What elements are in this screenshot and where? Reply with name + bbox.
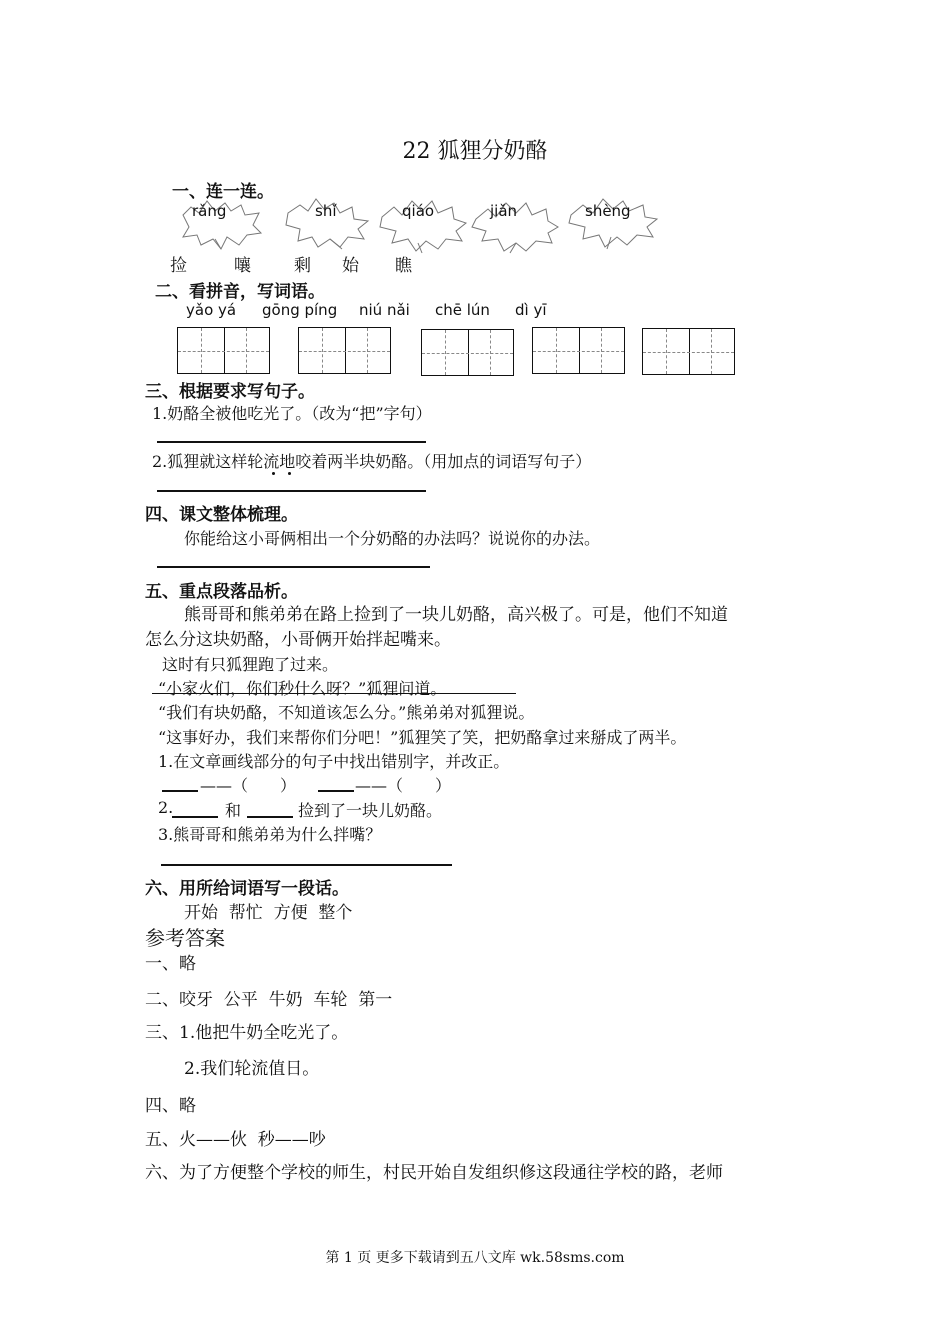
s5-question-2-prefix: 2. (158, 798, 174, 817)
answer-3-2: 2.我们轮流值日。 (184, 1059, 320, 1079)
answer-4: 四、略 (145, 1096, 196, 1116)
pinyin-word: dì yī (515, 301, 547, 319)
answer-1: 一、略 (145, 954, 196, 974)
passage-line: 这时有只狐狸跑了过来。 (162, 655, 339, 674)
writing-grid[interactable] (298, 327, 391, 374)
answer-line[interactable] (161, 864, 452, 866)
char-item: 剩 (294, 256, 311, 276)
section1-heading: 一、连一连。 (172, 182, 274, 202)
answer-line[interactable] (157, 441, 426, 443)
page-title: 22 狐狸分奶酪 (402, 139, 548, 164)
answer-5: 五、火——伙 秒——吵 (145, 1130, 326, 1150)
section4-heading: 四、课文整体梳理。 (145, 505, 298, 525)
pinyin-word: gōng píng (262, 301, 338, 319)
pinyin-word: niú nǎi (359, 301, 410, 319)
writing-grid[interactable] (421, 329, 514, 376)
writing-grid[interactable] (532, 327, 625, 374)
answer-2: 二、咬牙 公平 牛奶 车轮 第一 (145, 990, 393, 1010)
char-item: 捡 (170, 256, 187, 276)
pinyin-shi: shǐ (315, 202, 337, 220)
pinyin-jian: jiǎn (490, 202, 518, 220)
s5-question-1: 1.在文章画线部分的句子中找出错别字，并改正。 (158, 752, 510, 771)
answer-blank[interactable] (162, 790, 198, 792)
answers-heading: 参考答案 (145, 926, 225, 950)
section5-heading: 五、重点段落品析。 (145, 582, 298, 602)
answer-line[interactable] (157, 490, 426, 492)
passage-line: 熊哥哥和熊弟弟在路上捡到了一块儿奶酪，高兴极了。可是，他们不知道 (184, 605, 728, 625)
char-item: 嚷 (234, 256, 251, 276)
emphasis-dot (272, 472, 275, 475)
section3-heading: 三、根据要求写句子。 (145, 382, 315, 402)
s5-question-3: 3.熊哥哥和熊弟弟为什么拌嘴？ (158, 825, 382, 844)
passage-line-underlined: “小家火们，你们秒什么呀？”狐狸问道。 (158, 679, 447, 698)
pinyin-qiao: qiáo (402, 202, 435, 220)
section2-heading: 二、看拼音，写词语。 (155, 282, 325, 302)
answer-line[interactable] (157, 566, 430, 568)
writing-grid[interactable] (642, 328, 735, 375)
s5-question-2-and: 和 (225, 801, 242, 820)
answer-blank[interactable] (247, 816, 293, 818)
char-item: 始 (342, 256, 359, 276)
s3-question-2: 2.狐狸就这样轮流地咬着两半块奶酪。（用加点的词语写句子） (152, 452, 592, 471)
blank-label: ——（ ） (200, 776, 297, 795)
pinyin-rang: rǎng (192, 202, 227, 220)
writing-grid[interactable] (177, 327, 270, 374)
answer-3-1: 三、1.他把牛奶全吃光了。 (145, 1023, 349, 1043)
s4-question: 你能给这小哥俩相出一个分奶酪的办法吗？说说你的办法。 (184, 529, 601, 548)
char-item: 瞧 (395, 256, 412, 276)
page-footer: 第 1 页 更多下载请到五八文库 wk.58sms.com (325, 1250, 625, 1266)
answer-6: 六、为了方便整个学校的师生，村民开始自发组织修这段通往学校的路，老师 (145, 1163, 723, 1183)
pinyin-word: yǎo yá (186, 301, 237, 319)
s3-question-1: 1.奶酪全被他吃光了。（改为“把”字句） (152, 404, 432, 423)
answer-blank[interactable] (318, 790, 354, 792)
emphasis-dot (288, 472, 291, 475)
s6-words: 开始 帮忙 方便 整个 (184, 903, 353, 923)
blank-label: ——（ ） (355, 776, 452, 795)
passage-line: “这事好办，我们来帮你们分吧！”狐狸笑了笑，把奶酪拿过来掰成了两半。 (158, 728, 687, 747)
s5-question-2-suffix: 捡到了一块儿奶酪。 (298, 801, 443, 820)
passage-line: 怎么分这块奶酪，小哥俩开始拌起嘴来。 (145, 630, 451, 650)
passage-line: “我们有块奶酪，不知道该怎么分。”熊弟弟对狐狸说。 (158, 703, 535, 722)
pinyin-word: chē lún (435, 301, 490, 319)
underline (152, 693, 516, 694)
pinyin-sheng: shèng (585, 202, 631, 220)
section6-heading: 六、用所给词语写一段话。 (145, 879, 349, 899)
answer-blank[interactable] (172, 816, 218, 818)
